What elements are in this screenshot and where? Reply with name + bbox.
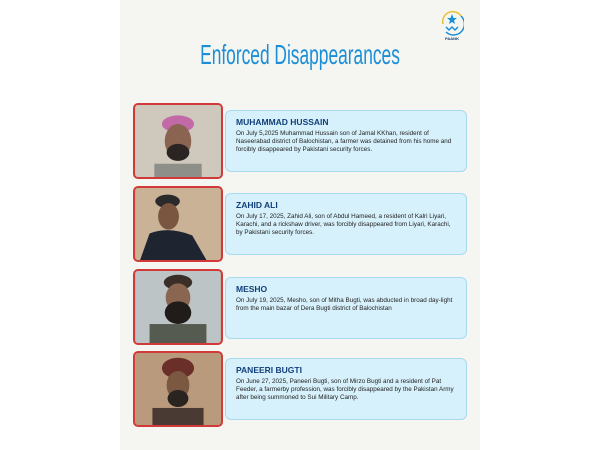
entry-card (225, 277, 467, 339)
entry-card (225, 358, 467, 420)
page-title: Enforced Disappearances (200, 39, 400, 70)
photo-muhammad-hussain (133, 103, 223, 179)
photo-paneeri-bugti (133, 351, 223, 427)
entry-card (225, 193, 467, 255)
entry-description: On July 19, 2025, Mesho, son of Mitha Bugti, was abducted in broad day-light from the main bazar of Dera Bugti district of Balochistan (236, 297, 453, 313)
entry-name: PANEERI BUGTI (236, 365, 302, 375)
paank-logo-icon (440, 8, 464, 42)
entry-name: MUHAMMAD HUSSAIN (236, 117, 329, 127)
photo-mesho (133, 269, 223, 345)
entry-name: MESHO (236, 284, 268, 294)
svg-text:PAANK: PAANK (445, 36, 459, 41)
entry-description: On July 17, 2025, Zahid Ali, son of Abdul Hameed, a resident of Kalri Liyari, Karachi, and a rickshaw driver, was forcibly disappeared from Liyari, Karachi, by Pakistani security forces. (236, 213, 451, 237)
entry-description: On June 27, 2025, Paneeri Bugti, son of Mirzo Bugti and a resident of Pat Feeder, a farmerby profession, was forcibly disappeared by the Pakistan Army after being summoned to Sui Military Camp. (236, 378, 454, 402)
entry-description: On July 5,2025 Muhammad Hussain son of Jamal KKhan, resident of Naseerabad district of Balochistan, a farmer was detained from his home and forcibly disappeared by Pakistani security forces. (236, 130, 452, 154)
entry-name: ZAHID ALI (236, 200, 278, 210)
photo-zahid-ali (133, 186, 223, 262)
entry-card (225, 110, 467, 172)
